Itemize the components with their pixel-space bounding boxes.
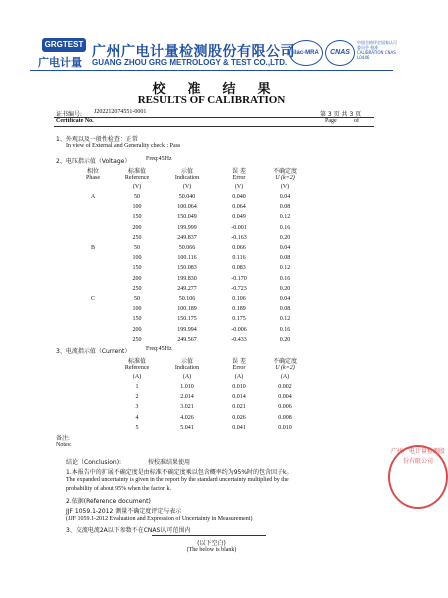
cert-divider-2 (54, 126, 374, 127)
voltage-phase: C (90, 296, 95, 302)
header-divider (30, 70, 393, 71)
current-cell: 3 (135, 404, 139, 411)
voltage-cell: -0.001 (231, 224, 247, 231)
voltage-header-cn: 误 差 (232, 168, 246, 175)
cnas-logo: CNAS (325, 40, 355, 66)
voltage-cell: 0.049 (232, 214, 246, 221)
current-unit: (A) (182, 374, 192, 380)
voltage-header-cn: 标准值 (127, 168, 146, 175)
current-cell: 2 (135, 394, 139, 401)
uncertainty-note-en-2: probability of about 95% when the factor k. (66, 486, 171, 492)
page-title-en: RESULTS OF CALIBRATION (137, 94, 286, 106)
cert-no-label-en: Certificate No. (56, 118, 94, 124)
voltage-cell: 100.116 (177, 255, 197, 262)
voltage-unit: (V) (280, 184, 290, 190)
section2-freq: Freq:45Hz (146, 156, 172, 162)
section2-title: 2、电压指示值（Voltage） (56, 158, 131, 165)
current-cell: 0.021 (232, 404, 246, 411)
voltage-cell: 150.175 (177, 316, 197, 323)
voltage-cell: -0.723 (231, 285, 247, 292)
uncertainty-note-en-1: The expanded uncertainty is given in the report by the standard uncertainty multiplied by the (66, 477, 289, 483)
voltage-cell: 0.083 (232, 265, 246, 272)
voltage-cell: 50.066 (178, 245, 196, 251)
cnas-caption: 中国合格评定国家认可委员会 校准 CALIBRATION CNAS L0446 (357, 40, 397, 60)
voltage-cell: 0.040 (232, 194, 246, 200)
voltage-cell: 100 (132, 306, 142, 313)
voltage-cell: 0.064 (232, 204, 246, 211)
current-header-cn: 不确定度 (272, 358, 297, 365)
current-cell: 0.002 (278, 384, 292, 390)
voltage-cell: 50 (134, 296, 140, 302)
current-header-en: Error (232, 365, 246, 371)
voltage-cell: 0.106 (232, 296, 246, 302)
page-indicator-page: Page (325, 118, 337, 124)
current-unit: (A) (234, 374, 244, 380)
voltage-phase: B (90, 245, 95, 251)
voltage-unit: (V) (182, 184, 192, 190)
conclusion-value: 按校准结果使用 (148, 459, 191, 466)
current-header-cn: 标准值 (127, 358, 146, 365)
voltage-cell: 0.066 (232, 245, 246, 251)
current-cell: 1.010 (180, 384, 194, 390)
voltage-cell: 150.083 (177, 265, 197, 272)
voltage-cell: 100.189 (177, 306, 197, 313)
basis-label: 2.依据(Reference document) (66, 498, 151, 505)
basis-en: (JJF 1059.1-2012 Evaluation and Expression of Uncertainty in Measurement) (66, 516, 253, 522)
seal-text: 广州广电计量检测股份有限公司 (390, 448, 445, 465)
current-cell: 0.008 (278, 414, 292, 421)
conclusion-label: 结论（Conclusion): (66, 459, 122, 466)
company-seal (388, 445, 448, 509)
ilac-mra-logo: ilac-MRA (289, 40, 323, 66)
current-header-en: Reference (124, 365, 150, 371)
voltage-cell: 100 (132, 204, 142, 211)
voltage-cell: 200 (132, 326, 142, 333)
blank-marker-en: (The below is blank) (186, 547, 237, 553)
voltage-cell: 0.16 (279, 275, 291, 282)
current-cell: 0.010 (232, 384, 246, 390)
current-cell: 0.041 (232, 424, 246, 431)
cert-divider-1 (54, 117, 374, 118)
voltage-cell: 0.08 (279, 204, 291, 211)
current-header-cn: 示值 (180, 358, 193, 365)
voltage-cell: -0.170 (231, 275, 247, 282)
voltage-cell: 199.994 (177, 326, 197, 333)
voltage-header-en: Indication (174, 175, 200, 181)
voltage-header-en: Phase (86, 175, 100, 181)
voltage-cell: 0.175 (232, 316, 246, 323)
cert-no-label-cn: 证书编号: (56, 111, 83, 118)
section3-freq: Freq:45Hz (146, 346, 172, 352)
company-name-cn: 广州广电计量检测股份有限公司 (92, 44, 295, 60)
voltage-cell: 150 (132, 214, 142, 221)
voltage-cell: 200 (132, 275, 142, 282)
voltage-cell: 199.999 (177, 224, 197, 231)
current-cell: 0.006 (278, 404, 292, 411)
voltage-cell: 250 (132, 234, 142, 241)
current-unit: (A) (132, 374, 142, 380)
page-indicator-of: of (354, 118, 359, 124)
voltage-cell: 50.040 (178, 194, 196, 200)
note-3: 3、交流电流2A以下参数不在CNAS认可范围内 (66, 527, 191, 534)
voltage-cell: 249.277 (177, 285, 197, 292)
voltage-cell: 249.567 (177, 336, 197, 343)
voltage-cell: 0.16 (279, 326, 291, 333)
voltage-header-en: Error (232, 175, 246, 181)
voltage-cell: 0.08 (279, 255, 291, 262)
current-cell: 0.004 (278, 394, 292, 401)
current-cell: 4.026 (180, 414, 194, 421)
voltage-header-cn: 相位 (86, 168, 99, 175)
page-title-cn: 校准结果 (152, 82, 293, 97)
voltage-cell: 0.04 (279, 296, 291, 302)
voltage-header-cn: 示值 (180, 168, 193, 175)
voltage-cell: 50 (134, 245, 140, 251)
page-indicator-cn: 第 3 页 共 3 页 (320, 111, 362, 118)
voltage-cell: 250 (132, 285, 142, 292)
voltage-cell: 250 (132, 336, 142, 343)
blank-marker-cn: (以下空白) (197, 540, 226, 547)
company-name-en: GUANG ZHOU GRG METROLOGY & TEST CO.,LTD. (92, 58, 288, 67)
voltage-unit: (V) (132, 184, 142, 190)
voltage-cell: 0.12 (279, 316, 291, 323)
voltage-cell: 0.04 (279, 194, 291, 200)
voltage-header-en: Reference (124, 175, 150, 181)
voltage-cell: 0.04 (279, 245, 291, 251)
company-logo: GRGTEST (42, 38, 86, 52)
section1-title: 1、外观以及一般性检查：正常 (56, 136, 138, 143)
current-cell: 3.021 (180, 404, 194, 411)
current-header-cn: 误 差 (232, 358, 246, 365)
current-header-en: Indication (174, 365, 200, 371)
voltage-cell: 50 (134, 194, 140, 200)
basis-cn: JJF 1059.1-2012 测量不确定度评定与表示 (66, 508, 182, 515)
voltage-cell: 0.20 (279, 336, 291, 343)
voltage-cell: -0.163 (231, 234, 247, 241)
voltage-cell: 0.20 (279, 234, 291, 241)
current-cell: 5 (135, 424, 139, 431)
section3-title: 3、电流指示值（Current） (56, 348, 131, 355)
current-cell: 0.014 (232, 394, 246, 401)
voltage-cell: 0.12 (279, 265, 291, 272)
current-cell: 1 (135, 384, 139, 390)
voltage-cell: 150 (132, 265, 142, 272)
voltage-cell: 0.08 (279, 306, 291, 313)
current-cell: 0.026 (232, 414, 246, 421)
notes-label-en: Notes: (56, 442, 72, 448)
current-cell: 5.041 (180, 424, 194, 431)
voltage-cell: 0.20 (279, 285, 291, 292)
voltage-cell: 0.16 (279, 224, 291, 231)
uncertainty-note-cn: 1.本报告中的扩展不确定度是由标准不确定度乘以包含概率约为95%时的包含因子k。 (66, 469, 293, 476)
voltage-cell: 249.837 (177, 234, 197, 241)
cert-no: J202212074551-0001 (94, 109, 147, 115)
voltage-unit: (V) (234, 184, 244, 190)
voltage-cell: 100 (132, 255, 142, 262)
voltage-cell: 100.064 (177, 204, 197, 211)
voltage-cell: 50.106 (178, 296, 196, 302)
voltage-cell: 199.830 (177, 275, 197, 282)
voltage-cell: 150 (132, 316, 142, 323)
current-cell: 4 (135, 414, 139, 421)
voltage-cell: -0.006 (231, 326, 247, 333)
section1-subtitle: In view of External and Generality check : Pass (66, 143, 181, 149)
current-cell: 2.014 (180, 394, 194, 401)
current-cell: 0.010 (278, 424, 292, 431)
current-header-en: U (k=2) (275, 365, 295, 371)
voltage-cell: 0.116 (232, 255, 246, 262)
voltage-cell: 0.189 (232, 306, 246, 313)
voltage-cell: 0.12 (279, 214, 291, 221)
voltage-phase: A (90, 194, 96, 200)
current-unit: (A) (280, 374, 290, 380)
voltage-cell: -0.433 (231, 336, 247, 343)
blank-divider (152, 535, 266, 536)
voltage-cell: 200 (132, 224, 142, 231)
company-logo-caption: 广电计量 (38, 56, 82, 69)
voltage-header-en: U (k=2) (275, 175, 295, 181)
voltage-cell: 150.049 (177, 214, 197, 221)
notes-label-cn: 备注: (56, 435, 71, 442)
voltage-header-cn: 不确定度 (272, 168, 297, 175)
